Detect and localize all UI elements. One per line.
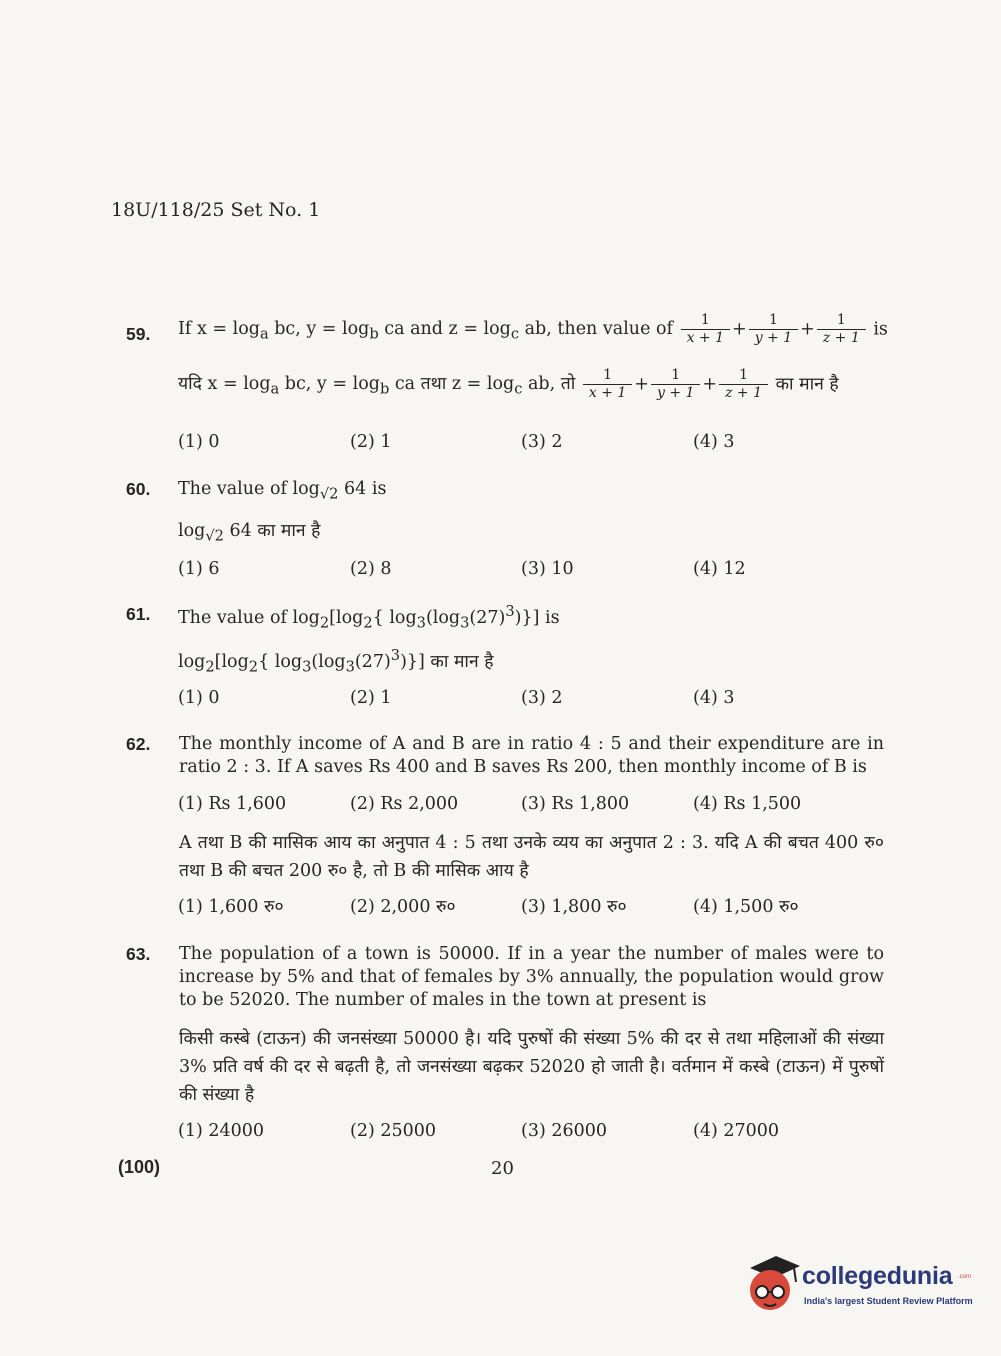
option: (4) 1,500 रु०: [693, 897, 799, 917]
brand-domain: .com: [958, 1274, 972, 1280]
option: (4) 3: [693, 688, 735, 708]
question-63: [126, 943, 896, 1148]
question-number: 60.: [126, 479, 151, 499]
question-text-en: The value of $\log_2[\log_2${ $\log_3(\log_3(27)^3)$}] is: [178, 603, 560, 632]
page-number: 20: [491, 1158, 514, 1179]
option: (1) 6: [178, 559, 220, 579]
question-number: 61.: [126, 604, 151, 624]
option: (1) Rs 1,600: [178, 794, 287, 814]
option: (2) 2,000 रु०: [350, 897, 456, 917]
question-61: [126, 603, 896, 713]
fraction: $\frac{1}{x + 1}$: [583, 368, 632, 402]
fraction: $\frac{1}{z + 1}$: [817, 313, 866, 347]
option: (3) Rs 1,800: [521, 794, 630, 814]
question-text-en: The value of $\log_{√2} 64$ is: [178, 479, 387, 503]
question-suffix: is: [873, 319, 888, 340]
option: (4) 3: [693, 432, 735, 452]
question-text-en: The monthly income of A and B are in ratio 4 : 5 and their expenditure are in ratio 2 : 3. If A saves Rs 400 and B saves Rs 200, then monthly income of B is: [179, 734, 884, 777]
options-en: [178, 793, 868, 817]
option: (4) Rs 1,500: [693, 794, 802, 814]
option: (1) 0: [178, 688, 220, 708]
option: (3) 10: [521, 559, 574, 579]
options: [178, 558, 868, 582]
option: (3) 2: [521, 432, 563, 452]
brand-tagline: India's largest Student Review Platform: [804, 1296, 973, 1306]
question-text-en: If $x = \log_a$ bc, $y = \log_b$ ca and $z = \log_c$ ab, then value of $\frac{1}{x + 1}$ + $\frac{1}{y + 1}$ + $\frac{1}{z + 1}$ is: [178, 312, 888, 347]
question-text-hi: किसी कस्बे (टाऊन) की जनसंख्या 50000 है। यदि पुरुषों की संख्या 5% की दर से तथा महिलाओं की संख्या 3% प्रति वर्ष की दर से बढ़ती है, तो जनसंख्या बढ़कर 52020 हो जाती है। वर्तमान में कस्बे (टाऊन) में पुरुषों की संख्या है: [179, 1029, 884, 1105]
fraction: $\frac{1}{y + 1}$: [651, 368, 700, 402]
option: (2) 25000: [350, 1121, 437, 1141]
collegedunia-logo: [742, 1248, 972, 1318]
options: [178, 1120, 868, 1144]
brand-name: collegedunia: [802, 1262, 953, 1290]
option: (1) 1,600 रु०: [178, 897, 284, 917]
question-suffix-hi: का मान है: [775, 374, 839, 395]
question-stem-hi: यदि $x = \log_a$ bc, $y = \log_b$ ca तथा $z = \log_c$ ab, तो: [178, 374, 576, 398]
option: (1) 24000: [178, 1121, 265, 1141]
option: (3) 1,800 रु०: [521, 897, 627, 917]
question-text-hi: $\log_{√2} 64$ का मान है: [178, 521, 321, 545]
option: (2) 8: [350, 559, 392, 579]
option: (4) 12: [693, 559, 746, 579]
question-60: [126, 478, 896, 588]
question-59: [126, 313, 896, 463]
question-number: 62.: [126, 734, 151, 754]
question-stem: If $x = \log_a$ bc, $y = \log_b$ ca and $z = \log_c$ ab, then value of: [178, 319, 673, 343]
question-62: [126, 733, 896, 923]
paper-code: 18U/118/25 Set No. 1: [111, 199, 321, 221]
fraction: $\frac{1}{x + 1}$: [681, 313, 730, 347]
question-text-en: The population of a town is 50000. If in a year the number of males were to increase by 5% and that of females by 3% annually, the population would grow to be 52020. The number of males in the town at present is: [179, 944, 884, 1010]
fraction: $\frac{1}{z + 1}$: [719, 368, 768, 402]
question-text-hi: यदि $x = \log_a$ bc, $y = \log_b$ ca तथा $z = \log_c$ ab, तो $\frac{1}{x + 1}$ + $\frac{1}{y + 1}$ + $\frac{1}{z + 1}$ का मान है: [178, 367, 839, 402]
option: (3) 26000: [521, 1121, 608, 1141]
options-hi: [178, 896, 868, 920]
question-text-hi: A तथा B की मासिक आय का अनुपात 4 : 5 तथा उनके व्यय का अनुपात 2 : 3. यदि A की बचत 400 रु० तथा B की बचत 200 रु० है, तो B की मासिक आय है: [179, 833, 884, 881]
fraction: $\frac{1}{y + 1}$: [749, 313, 798, 347]
option: (1) 0: [178, 432, 220, 452]
option: (2) 1: [350, 432, 392, 452]
option: (3) 2: [521, 688, 563, 708]
question-text-hi: $\log_2[\log_2${ $\log_3(\log_3(27)^3)$}] का मान है: [178, 647, 494, 676]
option: (2) Rs 2,000: [350, 794, 459, 814]
footer-code: (100): [118, 1157, 161, 1177]
options: [178, 431, 868, 455]
mascot-icon: [742, 1248, 802, 1318]
option: (2) 1: [350, 688, 392, 708]
question-number: 63.: [126, 944, 151, 964]
question-number: 59.: [126, 324, 151, 344]
option: (4) 27000: [693, 1121, 780, 1141]
options: [178, 687, 868, 711]
